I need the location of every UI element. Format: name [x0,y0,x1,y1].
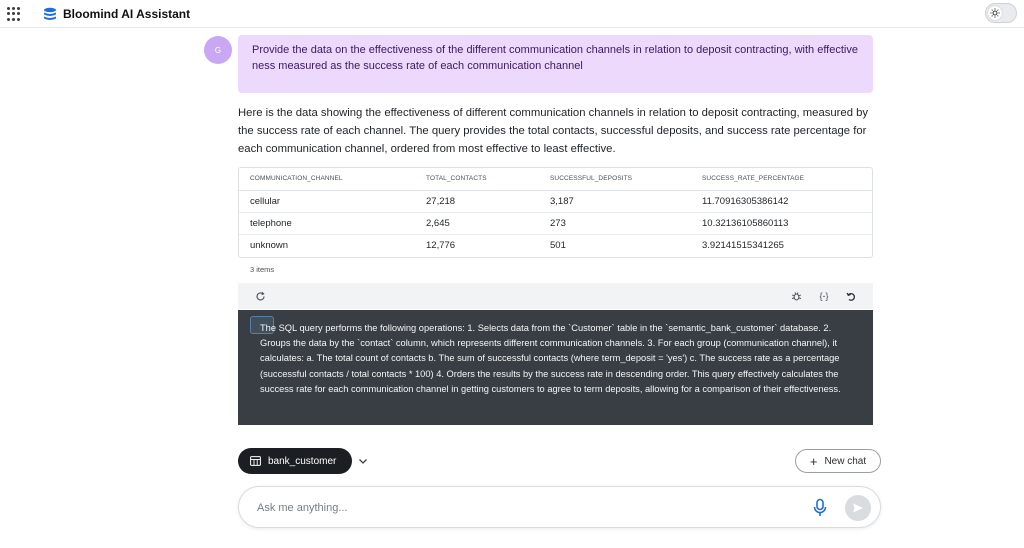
table-row [239,234,872,256]
refresh-icon[interactable] [253,289,267,303]
table-cell: 12,776 [426,239,456,251]
app-title: Bloomind AI Assistant [63,7,191,21]
assistant-answer-text: Here is the data showing the effectiveness of different communication channels in relation to deposit contracting, measured by the success rate of each channel. The query provides the total contacts, successful deposits, and success rate percentage for each communication channel, ordered from most effective to least effective. [238,107,869,155]
column-header-communication-channel[interactable]: COMMUNICATION_CHANNEL [239,168,415,190]
table-row [239,190,872,212]
send-button[interactable] [845,495,871,521]
theme-toggle[interactable] [985,3,1017,23]
microphone-icon[interactable] [812,498,828,518]
table-cell: unknown [250,239,289,251]
result-toolbar [238,283,873,309]
sql-explanation-panel [238,310,873,425]
bug-icon[interactable] [789,289,803,303]
table-cell: 3,187 [539,190,691,212]
table-cell: 10.32136105860113 [691,212,872,234]
datasource-selector[interactable] [238,448,352,474]
table-cell: cellular [239,190,415,212]
table-cell: 11.70916305386142 [691,190,872,212]
chat-input[interactable] [257,498,777,518]
table-row [239,212,872,234]
table-cell: 273 [539,212,691,234]
database-logo-icon [43,7,57,21]
datasource-label: bank_customer [268,455,337,467]
table-cell: 3.92141515341265 [702,239,784,251]
sql-explanation-text: The SQL query performs the following operations: 1. Selects data from the `Customer` table in the `semantic_bank_customer` database. 2. Groups the data by the `contact` column, which represents different communication channels. 3. For each group (communication channel), it calculates: a. The total count of contacts b. The sum of successful contacts (where term_deposit = 'yes') c. The success rate as a percentage (successful contacts / total contacts * 100) 4. Orders the results by the success rate in descending order. This query effectively calculates the success rate for each communication channel in getting customers to agree to term deposits, allowing for a comparison of their effectiveness. [260,323,841,394]
sun-icon [988,6,1002,20]
send-icon [852,502,864,514]
new-chat-button[interactable] [795,449,881,473]
plus-icon: + [809,453,818,469]
table-cell: 2,645 [415,212,539,234]
items-count: 3 items [250,265,275,274]
user-avatar: G [204,36,232,64]
undo-icon[interactable] [844,289,858,303]
table-cell: 501 [550,239,566,251]
code-icon[interactable]: {-} [819,291,829,301]
table-cell: telephone [239,212,415,234]
chat-composer [238,486,881,528]
top-bar [0,0,1024,28]
apps-grid-icon[interactable] [7,7,21,21]
column-header-total-contacts[interactable]: TOTAL_CONTACTS [415,168,539,190]
column-header-successful-deposits[interactable]: SUCCESSFUL_DEPOSITS [539,168,691,190]
table-cell: 27,218 [415,190,539,212]
table-icon [250,456,261,466]
table-header-row [239,168,872,190]
chevron-down-icon[interactable] [356,454,370,468]
column-header-success-rate-percentage[interactable]: SUCCESS_RATE_PERCENTAGE [691,168,872,190]
results-table [238,167,873,258]
user-message-bubble: Provide the data on the effectiveness of the different communication channels in relation to deposit contracting, with effectiveness measured as the success rate of each communication channel [238,35,873,93]
new-chat-label: New chat [824,455,867,467]
